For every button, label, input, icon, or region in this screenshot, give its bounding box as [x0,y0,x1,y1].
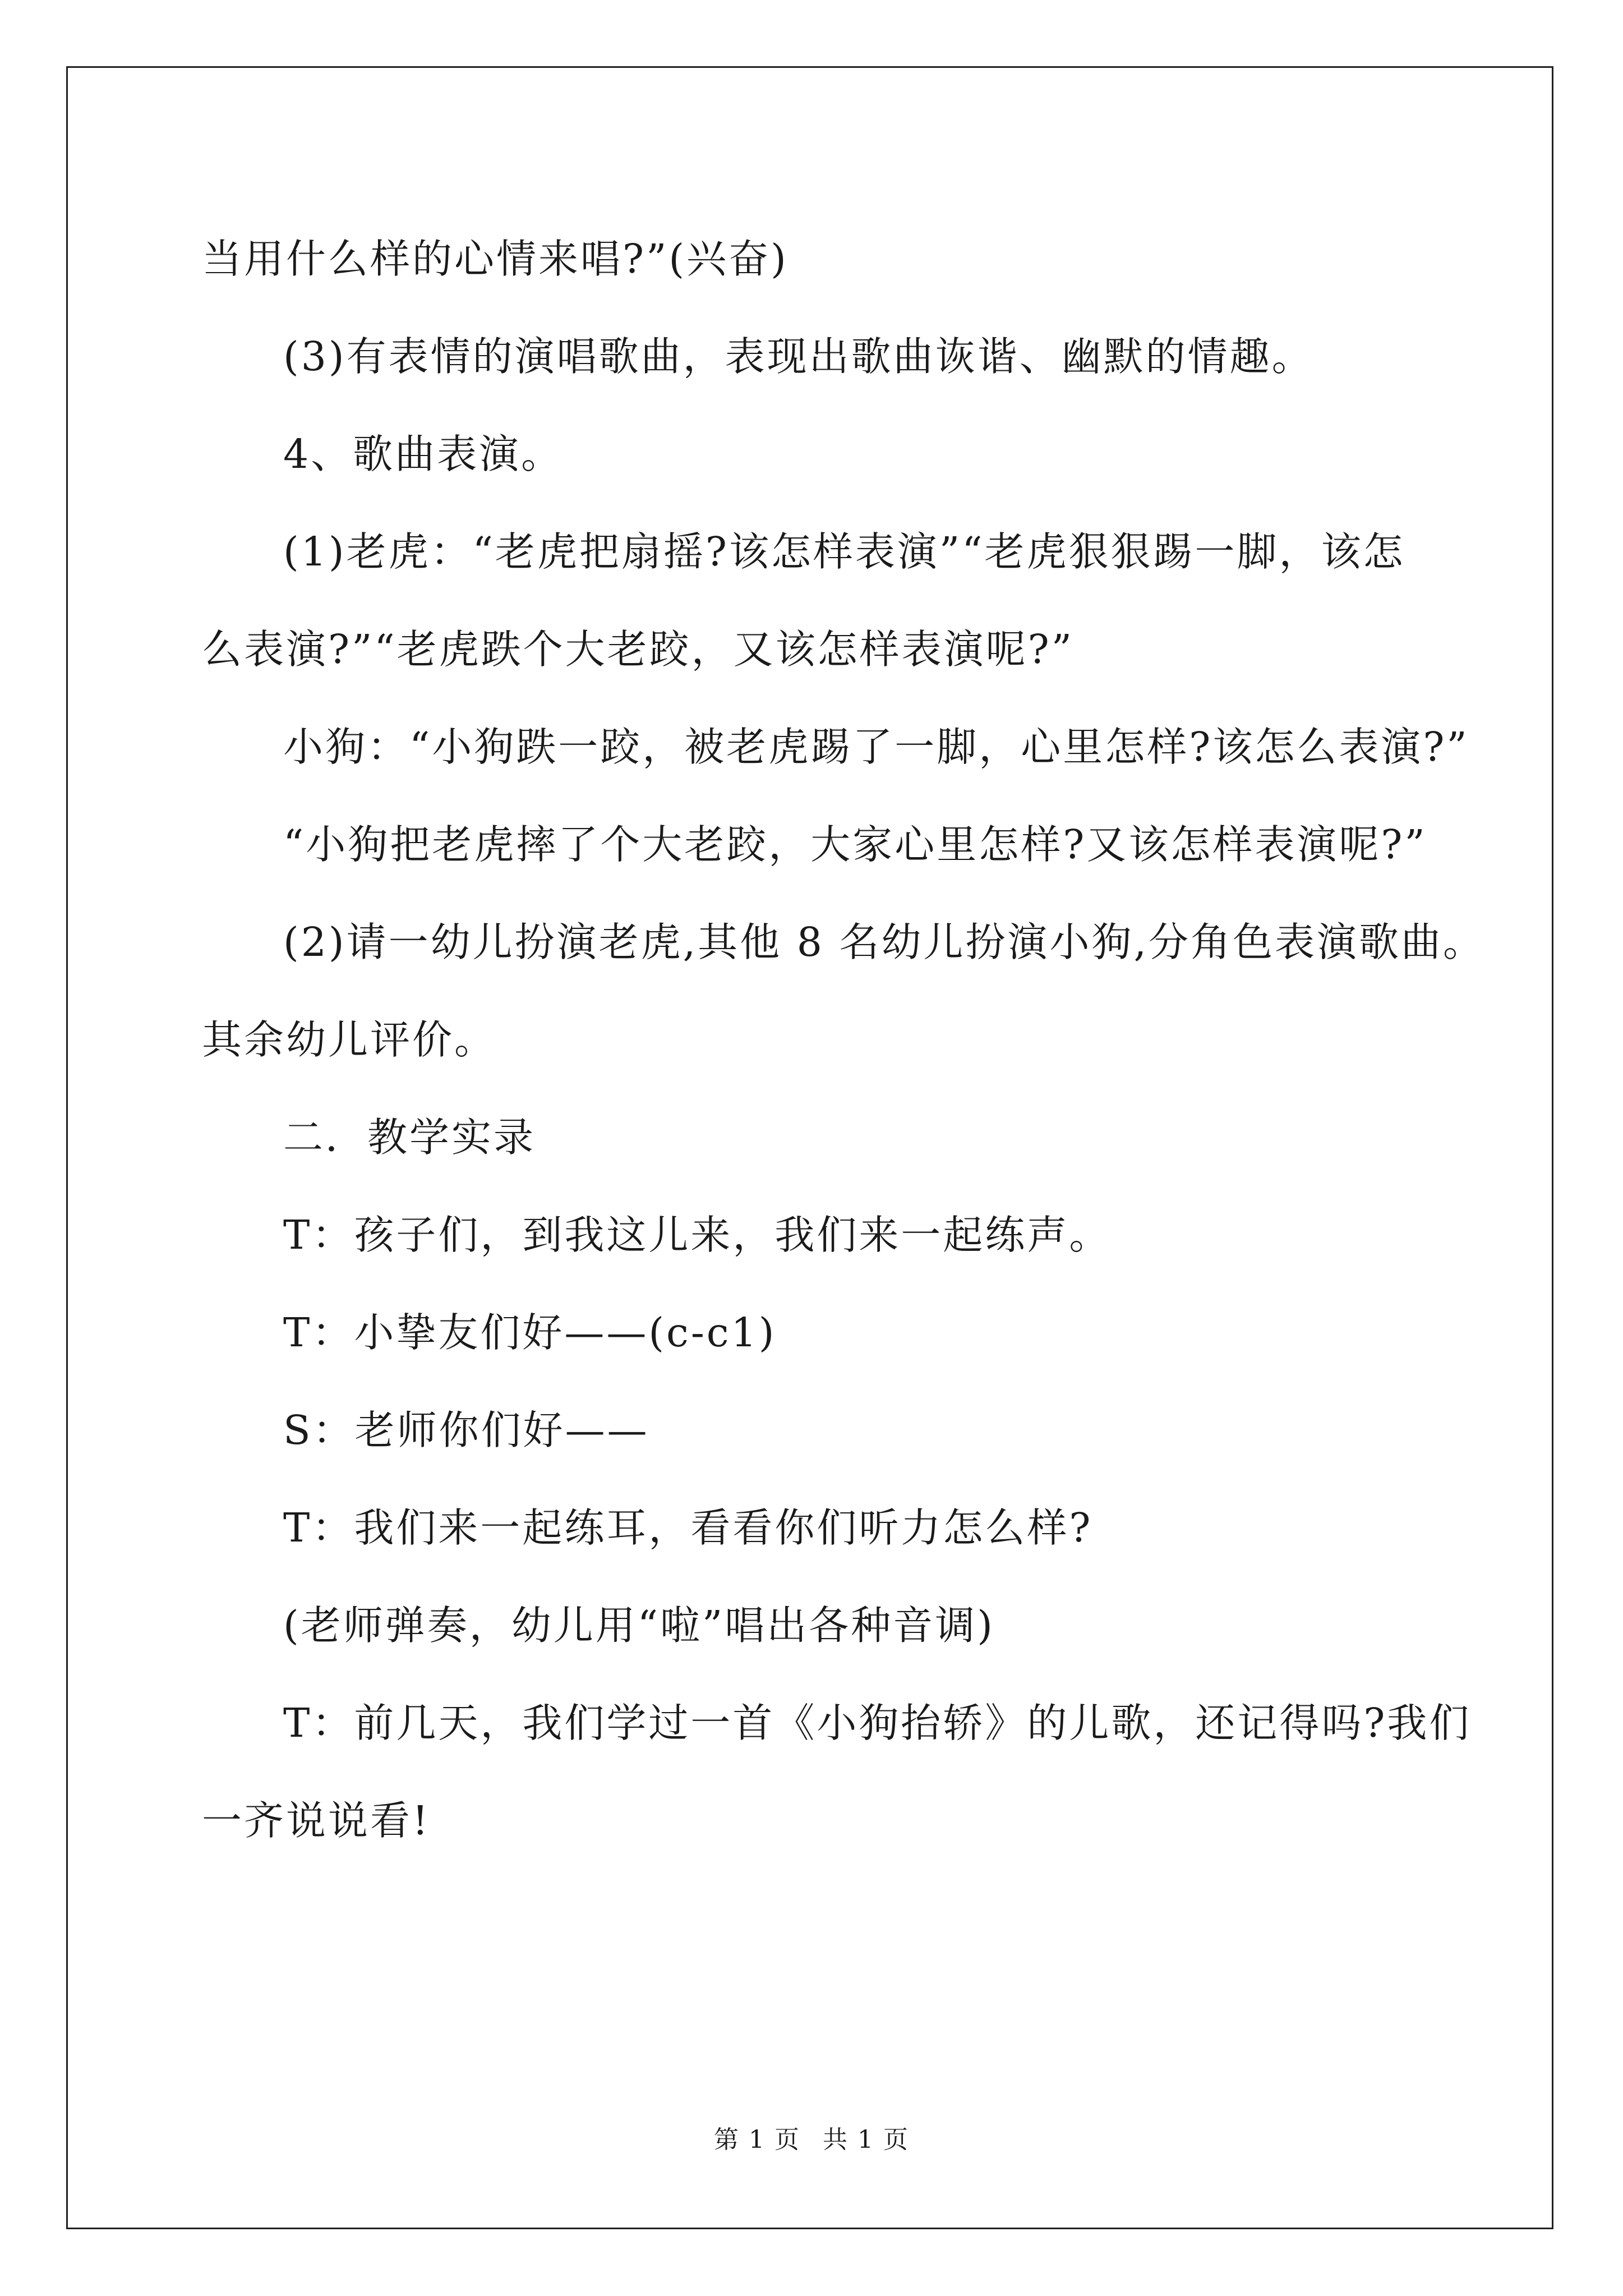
page-number: 第 1 页 [714,2125,800,2154]
paragraph-11: T：孩子们，到我这儿来，我们来一起练声。 [283,1212,1112,1258]
paragraph-14: T：我们来一起练耳，看看你们听力怎么样? [283,1504,1093,1551]
paragraph-12: T：小挚友们好——(c-c1) [283,1309,777,1356]
paragraph-1: 当用什么样的心情来唱?”(兴奋) [202,236,789,282]
paragraph-5: 么表演?”“老虎跌个大老跤，又该怎样表演呢?” [202,626,1075,673]
paragraph-16: T：前几天，我们学过一首《小狗抬轿》的儿歌，还记得吗?我们 [283,1700,1472,1746]
paragraph-15: (老师弹奏，幼儿用“啦”唱出各种音调) [283,1602,995,1649]
paragraph-8: (2)请一幼儿扮演老虎,其他 8 名幼儿扮演小狗,分角色表演歌曲。 [283,919,1486,965]
paragraph-4: (1)老虎：“老虎把扇摇?该怎样表演”“老虎狠狠踢一脚，该怎 [283,528,1405,575]
section-heading: 二．教学实录 [283,1114,536,1161]
document-body [202,210,1486,1870]
paragraph-2: (3)有表情的演唱歌曲，表现出歌曲诙谐、幽默的情趣。 [283,333,1314,380]
paragraph-6: 小狗：“小狗跌一跤，被老虎踢了一脚，心里怎样?该怎么表演?” [283,724,1469,770]
paragraph-13: S：老师你们好—— [283,1407,649,1453]
paragraph-17: 一齐说说看! [202,1797,431,1844]
paragraph-3: 4、歌曲表演。 [283,431,564,477]
page-footer [0,2123,1623,2157]
page-total: 共 1 页 [823,2125,909,2154]
paragraph-7: “小狗把老虎摔了个大老跤，大家心里怎样?又该怎样表演呢?” [283,821,1427,868]
paragraph-9: 其余幼儿评价。 [202,1016,497,1063]
